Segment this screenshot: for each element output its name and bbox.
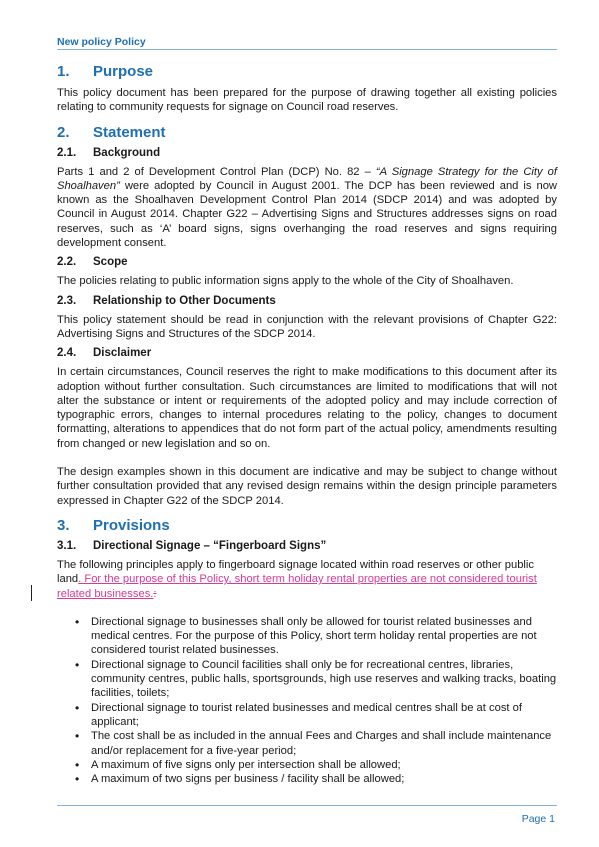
subsection-heading-background [57,146,557,161]
background-paragraph[interactable] [57,165,557,251]
tracked-insertion[interactable]: . For the purpose of this Policy, short term holiday rental properties are not considered tourist related businesses. [57,573,537,600]
background-text-italic: “A Signage Strategy for the City of Shoalhaven” [57,165,557,192]
subsection-title: Directional Signage – “Fingerboard Signs” [93,539,327,552]
tracked-deletion[interactable]: : [153,587,157,600]
subsection-heading-scope [57,255,557,270]
relationship-paragraph[interactable]: This policy statement should be read in conjunction with the relevant provisions of Chapter G22: Advertising Signs and Structures of the SDCP 2014. [57,313,557,340]
page-number: Page 1 [521,813,555,825]
subsection-number: 2.3. [57,294,77,307]
section-heading-statement [57,123,557,143]
change-bar [31,585,32,601]
background-text-a: Parts 1 and 2 of Development Control Plan (DCP) No. 82 – [57,165,376,178]
subsection-title: Scope [93,256,128,269]
subsection-number: 3.1. [57,539,77,552]
directional-signage-intro[interactable] [57,558,557,601]
subsection-number: 2.4. [57,347,77,360]
subsection-title: Disclaimer [93,347,152,360]
footer-rule [57,805,557,806]
directional-signage-list [57,615,557,787]
header-rule [57,49,557,50]
subsection-title: Background [93,146,161,159]
list-item[interactable]: • Directional signage to tourist related businesses and medical centres shall be at cost of applicant; [91,701,557,730]
subsection-heading-relationship [57,294,557,309]
subsection-title: Relationship to Other Documents [93,294,276,307]
section-title: Provisions [93,516,170,534]
disclaimer-paragraph-2[interactable]: The design examples shown in this document are indicative and may be subject to change without further consultation provided that any revised design remains within the design principle parameters expressed in Chapter G22 of the SDCP 2014. [57,466,557,507]
purpose-paragraph[interactable]: This policy document has been prepared for the purpose of drawing together all existing policies relating to community requests for signage on Council road reserves. [57,87,557,114]
intro-text: The following principles apply to fingerboard signage located within road reserves or other public land [57,558,534,586]
scope-paragraph[interactable]: The policies relating to public information signs apply to the whole of the City of Shoalhaven. [57,275,514,288]
background-text-b: were adopted by Council in August 2001. The DCP has been reviewed and is now known as the Shoalhaven Development Control Plan 2014 (SDCP 2014) and was adopted by Council in August 2014. Chapter G22 – Advertising Signs and Structures addresses signs on road reserves, such as ‘A’ board signs, signs overhanging the road reserves and signs requiring development consent. [57,179,557,250]
subsection-heading-disclaimer [57,346,557,361]
list-item[interactable]: • Directional signage to businesses shall only be allowed for tourist related businesses and medical centres. For the purpose of this Policy, short term holiday rental properties are not considered tourist related businesses. [91,615,557,658]
list-item[interactable]: • Directional signage to Council facilities shall only be for recreational centres, libraries, community centres, public halls, sportsgrounds, high use reserves and walking tracks, boating facilities, toilets; [91,658,557,701]
section-heading-provisions [57,516,557,536]
list-item[interactable]: • A maximum of five signs only per intersection shall be allowed; [91,758,557,772]
document-body [57,60,557,786]
subsection-heading-directional-signage [57,539,557,554]
list-item[interactable]: • The cost shall be as included in the annual Fees and Charges and shall include maintenance and/or replacement for a five-year period; [91,729,557,758]
section-title: Statement [93,123,166,141]
document-header-title: New policy Policy [57,36,146,48]
section-title: Purpose [93,63,154,80]
section-number: 1. [57,63,70,80]
section-number: 3. [57,516,70,534]
list-item[interactable]: • A maximum of two signs per business / facility shall be allowed; [91,772,557,786]
subsection-number: 2.1. [57,146,77,159]
section-number: 2. [57,123,70,141]
disclaimer-paragraph-1[interactable]: In certain circumstances, Council reserves the right to make modifications to this document after its adoption without further consultation. Such circumstances are limited to modifications that will not alter the substance or intent or requirements of the adopted policy and may include correction of typographic errors, changes to internal procedures relating to the policy, changes to document formatting, alterations to appendices that do not form part of the actual policy, amendments resulting from changed or new legislation and so on. [57,366,557,450]
section-heading-purpose [57,62,557,82]
subsection-number: 2.2. [57,256,77,269]
